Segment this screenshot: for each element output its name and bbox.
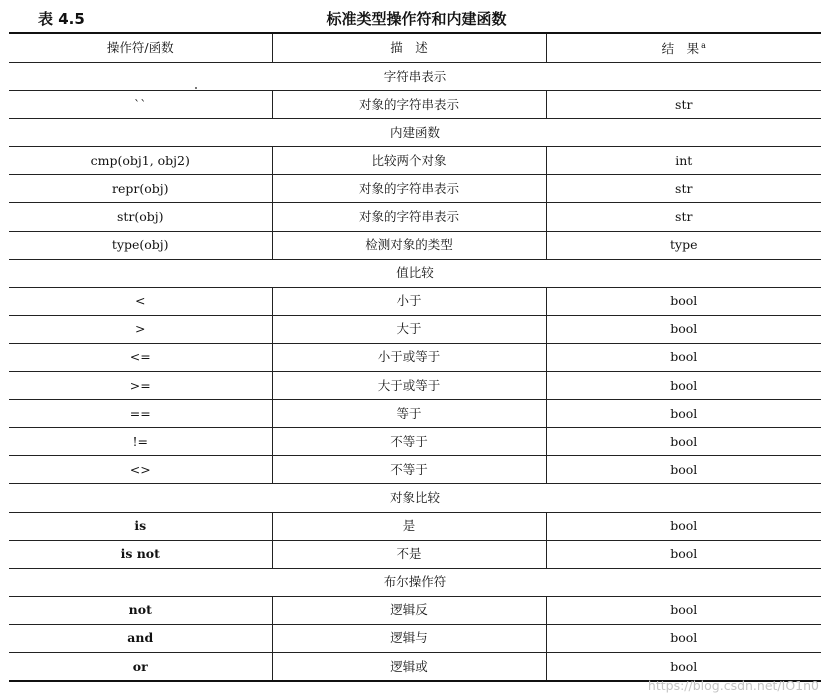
header-result-label: 结 果 [661, 41, 700, 57]
result-cell: bool [546, 624, 821, 652]
op-cell: repr(obj) [9, 175, 272, 203]
desc-cell: 是 [272, 512, 546, 540]
result-cell: bool [546, 596, 821, 624]
table-caption [0, 4, 833, 30]
table-row [9, 624, 821, 652]
result-cell: bool [546, 315, 821, 343]
table-row [9, 540, 821, 568]
table-row [9, 428, 821, 456]
result-cell: bool [546, 652, 821, 681]
op-cell: or [9, 652, 272, 681]
desc-cell: 不是 [272, 540, 546, 568]
section-title: 内建函数 [9, 119, 821, 147]
table-row [9, 596, 821, 624]
op-cell: is not [9, 540, 272, 568]
desc-cell: 检测对象的类型 [272, 231, 546, 259]
table-row [9, 512, 821, 540]
result-cell: type [546, 231, 821, 259]
op-cell: cmp(obj1, obj2) [9, 147, 272, 175]
header-row [9, 33, 821, 63]
result-cell: bool [546, 287, 821, 315]
desc-cell: 逻辑与 [272, 624, 546, 652]
table-row [9, 91, 821, 119]
result-cell: str [546, 175, 821, 203]
desc-cell: 不等于 [272, 428, 546, 456]
result-cell: bool [546, 540, 821, 568]
op-cell: `` [9, 91, 272, 119]
op-cell: is [9, 512, 272, 540]
op-cell: >= [9, 372, 272, 400]
result-cell: bool [546, 428, 821, 456]
result-cell: int [546, 147, 821, 175]
header-result [546, 33, 821, 63]
table-row [9, 287, 821, 315]
op-cell: < [9, 287, 272, 315]
table-row [9, 456, 821, 484]
table-row [9, 231, 821, 259]
header-description: 描 述 [272, 33, 546, 63]
desc-cell: 大于 [272, 315, 546, 343]
result-cell: bool [546, 456, 821, 484]
table-row [9, 175, 821, 203]
desc-cell: 等于 [272, 400, 546, 428]
table-number: 表 4.5 [38, 10, 85, 28]
header-result-footnote: a [701, 41, 706, 51]
watermark: https://blog.csdn.net/IO1n0 [647, 678, 819, 693]
desc-cell: 比较两个对象 [272, 147, 546, 175]
section-title: 值比较 [9, 259, 821, 287]
op-cell: and [9, 624, 272, 652]
result-cell: str [546, 203, 821, 231]
table-row [9, 372, 821, 400]
op-cell: <> [9, 456, 272, 484]
table-row [9, 203, 821, 231]
desc-cell: 不等于 [272, 456, 546, 484]
op-cell: type(obj) [9, 231, 272, 259]
desc-cell: 对象的字符串表示 [272, 175, 546, 203]
op-cell: <= [9, 343, 272, 371]
result-cell: str [546, 91, 821, 119]
operators-table [9, 32, 821, 682]
desc-cell: 大于或等于 [272, 372, 546, 400]
desc-cell: 逻辑或 [272, 652, 546, 681]
desc-cell: 对象的字符串表示 [272, 91, 546, 119]
table-row [9, 400, 821, 428]
result-cell: bool [546, 343, 821, 371]
section-title: 字符串表示 [9, 63, 821, 91]
desc-cell: 小于 [272, 287, 546, 315]
op-cell: != [9, 428, 272, 456]
table-row [9, 315, 821, 343]
op-cell: == [9, 400, 272, 428]
desc-cell: 小于或等于 [272, 343, 546, 371]
result-cell: bool [546, 512, 821, 540]
table-row [9, 147, 821, 175]
op-cell: > [9, 315, 272, 343]
table-row [9, 343, 821, 371]
table-row [9, 652, 821, 681]
section-title: 布尔操作符 [9, 568, 821, 596]
table-title: 标准类型操作符和内建函数 [326, 10, 507, 28]
op-cell: not [9, 596, 272, 624]
header-operator: 操作符/函数 [9, 33, 272, 63]
desc-cell: 逻辑反 [272, 596, 546, 624]
result-cell: bool [546, 400, 821, 428]
result-cell: bool [546, 372, 821, 400]
section-title: 对象比较 [9, 484, 821, 512]
op-cell: str(obj) [9, 203, 272, 231]
desc-cell: 对象的字符串表示 [272, 203, 546, 231]
